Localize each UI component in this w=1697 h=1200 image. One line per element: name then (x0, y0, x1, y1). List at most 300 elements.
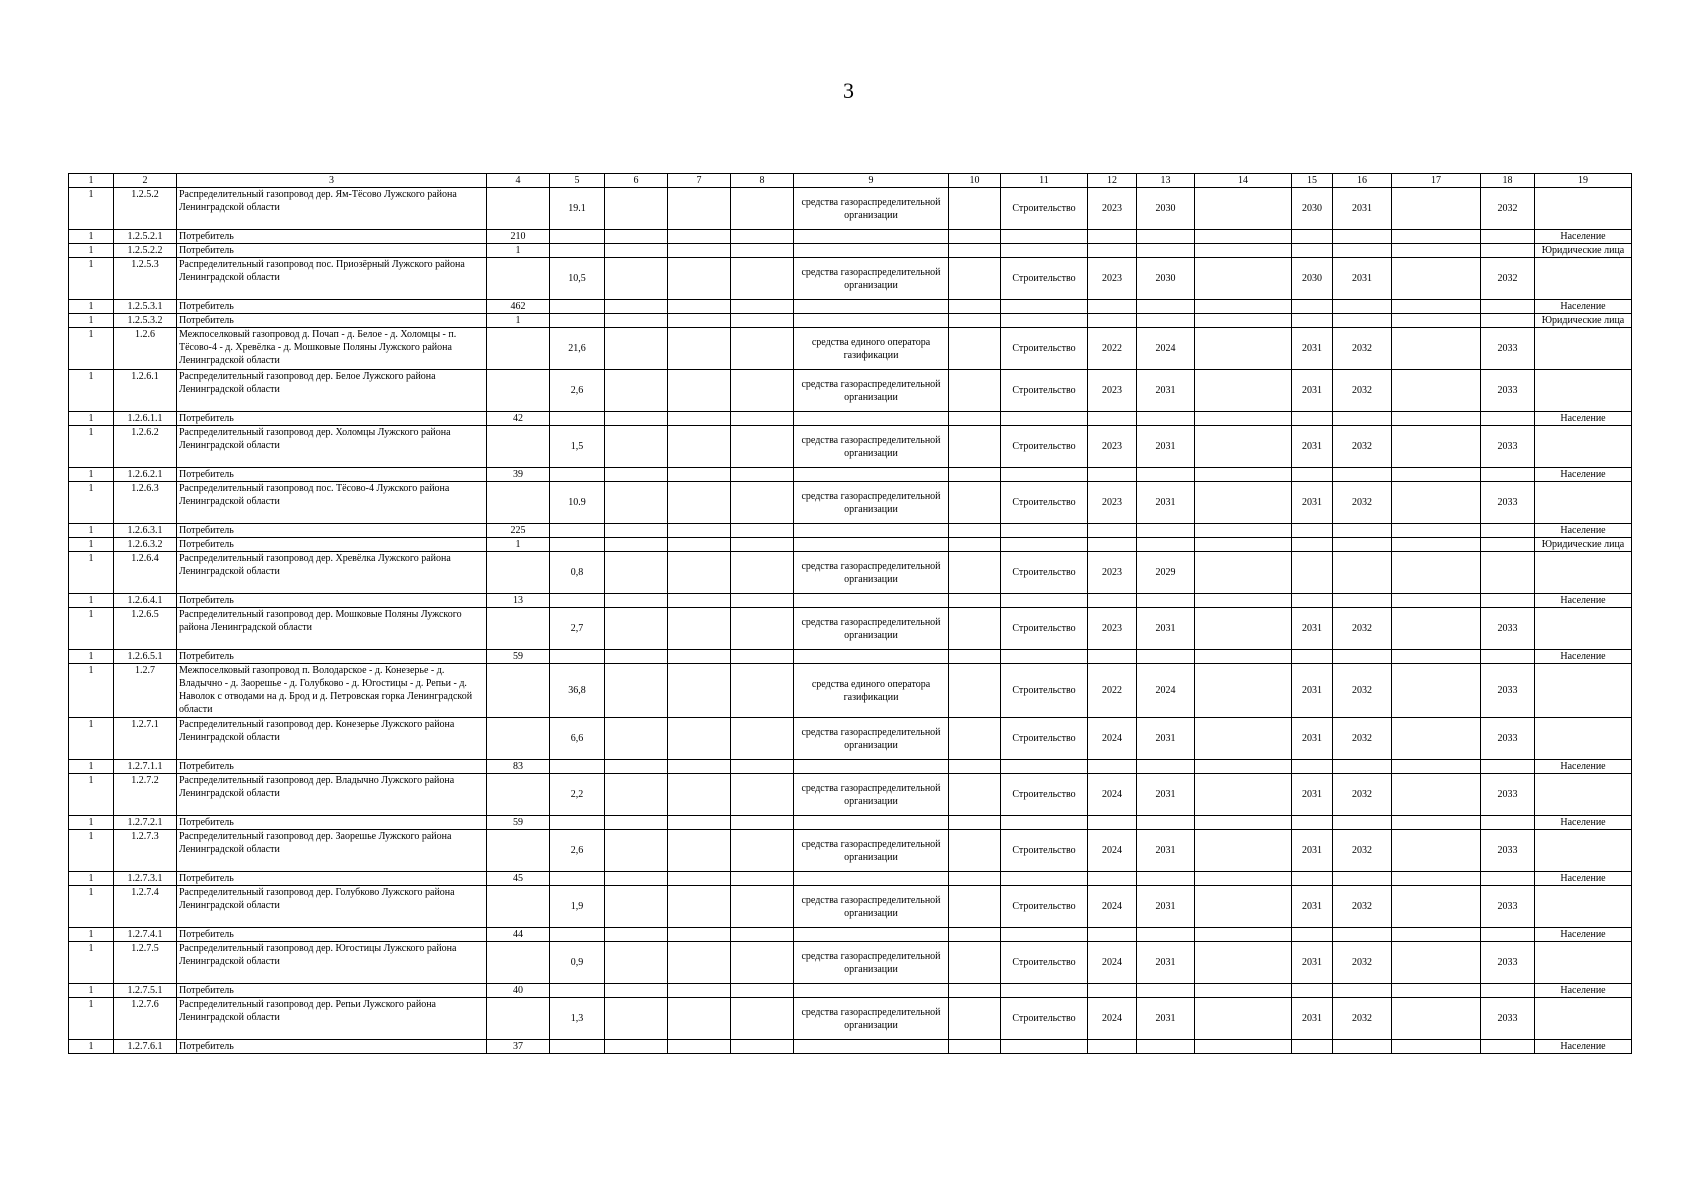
consumer-row (69, 1040, 1632, 1054)
column-number-cell: 11 (1001, 174, 1088, 188)
table-cell (1392, 650, 1481, 664)
consumer-row (69, 984, 1632, 998)
table-cell: 1.2.7.4 (114, 886, 177, 928)
table-cell: Строительство (1001, 886, 1088, 928)
table-cell (1481, 650, 1535, 664)
table-cell (1195, 774, 1292, 816)
table-cell: 2032 (1333, 774, 1392, 816)
table-cell: 2,2 (550, 774, 605, 816)
table-cell (794, 816, 949, 830)
table-cell (1392, 928, 1481, 942)
table-cell (605, 872, 668, 886)
table-cell (605, 538, 668, 552)
table-cell: Население (1535, 816, 1632, 830)
table-cell (605, 830, 668, 872)
table-cell (1535, 774, 1632, 816)
table-cell (794, 230, 949, 244)
table-cell: 2024 (1137, 664, 1195, 718)
table-cell (1481, 594, 1535, 608)
table-cell (1292, 230, 1333, 244)
table-cell: Строительство (1001, 664, 1088, 718)
table-cell: 2031 (1137, 482, 1195, 524)
table-cell (1195, 650, 1292, 664)
table-cell (1137, 1040, 1195, 1054)
table-cell (1137, 650, 1195, 664)
pipeline-row (69, 718, 1632, 760)
table-cell: 2033 (1481, 426, 1535, 468)
table-cell: 2,6 (550, 830, 605, 872)
consumer-row (69, 524, 1632, 538)
table-cell: средства единого оператора газификации (794, 664, 949, 718)
table-cell (605, 244, 668, 258)
column-number-cell: 2 (114, 174, 177, 188)
table-cell (1481, 928, 1535, 942)
table-cell (949, 412, 1001, 426)
table-cell (1195, 608, 1292, 650)
table-cell (1001, 524, 1088, 538)
table-cell: средства газораспределительной организации (794, 942, 949, 984)
table-cell (731, 524, 794, 538)
table-cell (1001, 984, 1088, 998)
table-cell (1392, 872, 1481, 886)
table-cell (668, 760, 731, 774)
table-cell: 2,6 (550, 370, 605, 412)
table-cell: 2032 (1333, 482, 1392, 524)
table-cell: Потребитель (177, 650, 487, 664)
table-cell (1088, 412, 1137, 426)
pipeline-row (69, 426, 1632, 468)
table-cell (668, 928, 731, 942)
table-cell (731, 258, 794, 300)
table-cell (1392, 426, 1481, 468)
table-cell (668, 984, 731, 998)
table-cell: 1.2.5.2.2 (114, 244, 177, 258)
table-cell (1333, 1040, 1392, 1054)
table-cell (731, 774, 794, 816)
table-cell: 2031 (1137, 886, 1195, 928)
table-cell (1333, 650, 1392, 664)
table-cell: 2031 (1137, 998, 1195, 1040)
table-cell (794, 760, 949, 774)
table-cell: 1 (69, 538, 114, 552)
table-cell (550, 1040, 605, 1054)
table-cell: Распределительный газопровод дер. Владычно Лужского района Ленинградской области (177, 774, 487, 816)
table-cell (949, 370, 1001, 412)
table-cell: 1.2.7.2.1 (114, 816, 177, 830)
table-cell (487, 552, 550, 594)
table-cell (1001, 300, 1088, 314)
table-cell (605, 664, 668, 718)
table-cell: средства газораспределительной организации (794, 830, 949, 872)
table-cell: Строительство (1001, 998, 1088, 1040)
table-cell (550, 650, 605, 664)
table-cell: 36,8 (550, 664, 605, 718)
table-cell (1333, 538, 1392, 552)
table-cell (949, 482, 1001, 524)
table-cell: 2032 (1481, 188, 1535, 230)
table-cell (550, 412, 605, 426)
table-cell (731, 886, 794, 928)
table-cell (1535, 426, 1632, 468)
table-cell (1292, 552, 1333, 594)
table-cell: Строительство (1001, 426, 1088, 468)
table-cell (1195, 830, 1292, 872)
table-cell: 2023 (1088, 426, 1137, 468)
table-cell (605, 314, 668, 328)
column-number-cell: 3 (177, 174, 487, 188)
table-cell: средства газораспределительной организации (794, 718, 949, 760)
table-cell: 10.9 (550, 482, 605, 524)
table-cell (1481, 314, 1535, 328)
table-cell (1333, 300, 1392, 314)
consumer-row (69, 872, 1632, 886)
table-cell: Население (1535, 524, 1632, 538)
table-cell (949, 244, 1001, 258)
table-cell: 2032 (1333, 370, 1392, 412)
table-cell (1392, 188, 1481, 230)
table-cell: 1,9 (550, 886, 605, 928)
table-cell (668, 774, 731, 816)
table-cell (668, 482, 731, 524)
table-cell (1333, 594, 1392, 608)
table-cell: 2033 (1481, 998, 1535, 1040)
table-cell (1195, 188, 1292, 230)
table-cell (1001, 412, 1088, 426)
column-number-cell: 15 (1292, 174, 1333, 188)
table-cell (1292, 244, 1333, 258)
table-cell (1333, 816, 1392, 830)
table-cell: 1 (487, 538, 550, 552)
table-cell (605, 468, 668, 482)
table-cell (668, 370, 731, 412)
table-cell (487, 886, 550, 928)
consumer-row (69, 650, 1632, 664)
table-cell (1481, 760, 1535, 774)
table-cell (605, 524, 668, 538)
table-cell (1195, 1040, 1292, 1054)
table-cell: 225 (487, 524, 550, 538)
table-cell (731, 928, 794, 942)
table-cell (1481, 412, 1535, 426)
table-cell (605, 998, 668, 1040)
table-cell (949, 230, 1001, 244)
table-cell: Потребитель (177, 244, 487, 258)
column-number-row (69, 174, 1632, 188)
table-cell (731, 314, 794, 328)
table-cell (668, 412, 731, 426)
table-cell: 1 (69, 998, 114, 1040)
table-cell: 1.2.5.3.1 (114, 300, 177, 314)
table-cell (949, 774, 1001, 816)
table-cell (1001, 1040, 1088, 1054)
table-cell: 2033 (1481, 718, 1535, 760)
table-cell (1392, 258, 1481, 300)
table-cell (949, 314, 1001, 328)
table-cell: средства единого оператора газификации (794, 328, 949, 370)
table-cell: 1 (69, 552, 114, 594)
table-cell (1481, 552, 1535, 594)
table-cell: Распределительный газопровод дер. Голубково Лужского района Ленинградской области (177, 886, 487, 928)
table-cell (1392, 760, 1481, 774)
table-cell (1001, 650, 1088, 664)
table-cell: 2031 (1137, 426, 1195, 468)
table-cell (1481, 872, 1535, 886)
table-cell (949, 886, 1001, 928)
table-cell (1392, 314, 1481, 328)
table-cell: 2024 (1088, 886, 1137, 928)
table-cell (605, 482, 668, 524)
table-cell (487, 482, 550, 524)
table-cell (731, 230, 794, 244)
table-cell: 2031 (1292, 328, 1333, 370)
table-cell (1195, 998, 1292, 1040)
table-cell (731, 942, 794, 984)
table-cell: 2030 (1137, 258, 1195, 300)
table-cell (1195, 370, 1292, 412)
table-cell (731, 244, 794, 258)
table-cell (1195, 664, 1292, 718)
table-cell (1392, 328, 1481, 370)
table-cell (605, 1040, 668, 1054)
table-cell: 2031 (1137, 830, 1195, 872)
table-cell: Население (1535, 1040, 1632, 1054)
table-cell (1195, 760, 1292, 774)
table-cell: 44 (487, 928, 550, 942)
table-cell: средства газораспределительной организации (794, 886, 949, 928)
table-cell (1195, 426, 1292, 468)
table-cell (1137, 816, 1195, 830)
table-cell: 1.2.6.4.1 (114, 594, 177, 608)
table-cell: Строительство (1001, 718, 1088, 760)
table-cell: средства газораспределительной организации (794, 998, 949, 1040)
table-cell (1481, 538, 1535, 552)
table-cell: 45 (487, 872, 550, 886)
table-cell (550, 468, 605, 482)
table-cell: средства газораспределительной организации (794, 552, 949, 594)
table-cell: 1 (69, 942, 114, 984)
table-cell: 1 (487, 314, 550, 328)
table-cell: 1 (69, 928, 114, 942)
table-cell (487, 426, 550, 468)
table-cell: 1 (69, 1040, 114, 1054)
table-cell: 1.2.5.2.1 (114, 230, 177, 244)
pipeline-row (69, 886, 1632, 928)
table-cell (1195, 594, 1292, 608)
table-cell (1392, 1040, 1481, 1054)
column-number-cell: 4 (487, 174, 550, 188)
consumer-row (69, 412, 1632, 426)
table-cell (1088, 816, 1137, 830)
table-cell (1195, 872, 1292, 886)
table-cell (668, 608, 731, 650)
column-number-cell: 14 (1195, 174, 1292, 188)
table-cell (668, 300, 731, 314)
table-cell (1195, 328, 1292, 370)
table-cell: 37 (487, 1040, 550, 1054)
table-cell: средства газораспределительной организации (794, 258, 949, 300)
table-cell: Распределительный газопровод дер. Югостицы Лужского района Ленинградской области (177, 942, 487, 984)
table-cell (605, 188, 668, 230)
table-cell: 1 (69, 774, 114, 816)
table-cell (550, 244, 605, 258)
table-cell: 2029 (1137, 552, 1195, 594)
pipeline-row (69, 664, 1632, 718)
table-cell (731, 594, 794, 608)
table-cell: Строительство (1001, 370, 1088, 412)
table-cell (794, 1040, 949, 1054)
table-cell (1001, 468, 1088, 482)
table-cell (731, 830, 794, 872)
table-cell (1333, 524, 1392, 538)
table-cell (1001, 538, 1088, 552)
table-cell (668, 230, 731, 244)
table-cell: 39 (487, 468, 550, 482)
table-cell (1535, 258, 1632, 300)
table-cell (605, 412, 668, 426)
table-cell: 2030 (1137, 188, 1195, 230)
table-cell (1392, 774, 1481, 816)
table-cell (605, 328, 668, 370)
table-cell (550, 300, 605, 314)
table-cell: 1 (69, 872, 114, 886)
table-cell: 2031 (1292, 998, 1333, 1040)
column-number-cell: 17 (1392, 174, 1481, 188)
table-cell: средства газораспределительной организации (794, 370, 949, 412)
table-cell (550, 230, 605, 244)
table-cell (1292, 872, 1333, 886)
table-cell (949, 594, 1001, 608)
table-cell: 0,9 (550, 942, 605, 984)
pipeline-row (69, 258, 1632, 300)
table-cell: 1 (69, 718, 114, 760)
table-cell: Потребитель (177, 230, 487, 244)
table-cell: Строительство (1001, 188, 1088, 230)
table-cell: 1.2.7.6 (114, 998, 177, 1040)
table-cell (949, 1040, 1001, 1054)
table-cell (668, 258, 731, 300)
table-cell: 2024 (1088, 774, 1137, 816)
table-cell: Потребитель (177, 760, 487, 774)
table-cell: 2032 (1481, 258, 1535, 300)
table-cell: Строительство (1001, 942, 1088, 984)
table-cell: Население (1535, 984, 1632, 998)
table-cell (487, 188, 550, 230)
table-cell: 2032 (1333, 426, 1392, 468)
table-cell (1392, 244, 1481, 258)
table-cell (668, 650, 731, 664)
table-cell (949, 608, 1001, 650)
table-cell: 2031 (1292, 482, 1333, 524)
table-cell (1195, 314, 1292, 328)
table-cell (731, 426, 794, 468)
table-cell: 462 (487, 300, 550, 314)
table-cell: 2031 (1137, 608, 1195, 650)
table-cell: 1.2.6.1.1 (114, 412, 177, 426)
table-cell: 1 (69, 370, 114, 412)
table-cell (949, 928, 1001, 942)
table-cell: 1 (69, 650, 114, 664)
table-cell (1392, 370, 1481, 412)
table-cell (1001, 872, 1088, 886)
table-cell (731, 300, 794, 314)
table-cell: 2024 (1137, 328, 1195, 370)
table-cell (949, 468, 1001, 482)
table-cell: 2033 (1481, 482, 1535, 524)
column-number-cell: 10 (949, 174, 1001, 188)
table-cell (731, 760, 794, 774)
table-cell (1088, 984, 1137, 998)
table-cell: средства газораспределительной организации (794, 188, 949, 230)
table-cell: 83 (487, 760, 550, 774)
table-cell (794, 524, 949, 538)
table-cell: Распределительный газопровод пос. Приозёрный Лужского района Ленинградской области (177, 258, 487, 300)
table-cell: 2033 (1481, 328, 1535, 370)
table-cell (794, 872, 949, 886)
table-cell: Юридические лица (1535, 314, 1632, 328)
table-cell: Распределительный газопровод пос. Тёсово-4 Лужского района Ленинградской области (177, 482, 487, 524)
table-cell (1392, 718, 1481, 760)
table-cell (668, 328, 731, 370)
table-cell: 2032 (1333, 608, 1392, 650)
table-cell: Межпоселковый газопровод д. Почап - д. Белое - д. Холомцы - п. Тёсово-4 - д. Хревёлка - д. Мошковые Поляны Лужского района Ленинградской области (177, 328, 487, 370)
gas-pipeline-table (68, 173, 1632, 1054)
table-cell (949, 426, 1001, 468)
table-cell (1392, 942, 1481, 984)
table-cell (1292, 1040, 1333, 1054)
table-cell: Потребитель (177, 300, 487, 314)
table-cell: 1.2.7.5.1 (114, 984, 177, 998)
table-cell (1195, 468, 1292, 482)
table-cell: 2031 (1292, 370, 1333, 412)
table-cell (1001, 760, 1088, 774)
table-cell: 1.2.7.3.1 (114, 872, 177, 886)
table-cell (668, 942, 731, 984)
table-cell (487, 258, 550, 300)
table-cell: Юридические лица (1535, 538, 1632, 552)
table-cell (1392, 524, 1481, 538)
pipeline-row (69, 188, 1632, 230)
table-cell (668, 244, 731, 258)
column-number-cell: 13 (1137, 174, 1195, 188)
table-cell: 2033 (1481, 942, 1535, 984)
table-cell: 1.2.6.1 (114, 370, 177, 412)
table-cell (1088, 650, 1137, 664)
table-cell (1535, 482, 1632, 524)
table-cell (1195, 942, 1292, 984)
table-cell: 42 (487, 412, 550, 426)
table-cell (731, 664, 794, 718)
table-cell (1195, 244, 1292, 258)
table-cell (949, 830, 1001, 872)
table-cell (605, 984, 668, 998)
table-cell (1481, 816, 1535, 830)
table-cell (1392, 482, 1481, 524)
table-cell (1292, 538, 1333, 552)
table-cell: 1.2.7.1.1 (114, 760, 177, 774)
consumer-row (69, 244, 1632, 258)
table-cell: Распределительный газопровод дер. Холомцы Лужского района Ленинградской области (177, 426, 487, 468)
table-cell (1333, 244, 1392, 258)
table-cell: 1 (69, 524, 114, 538)
table-cell (949, 942, 1001, 984)
table-cell: 2023 (1088, 608, 1137, 650)
table-cell: 1.2.7.3 (114, 830, 177, 872)
table-cell (487, 942, 550, 984)
table-cell: 1.2.6.5 (114, 608, 177, 650)
column-number-cell: 8 (731, 174, 794, 188)
table-cell (949, 538, 1001, 552)
table-cell: 40 (487, 984, 550, 998)
